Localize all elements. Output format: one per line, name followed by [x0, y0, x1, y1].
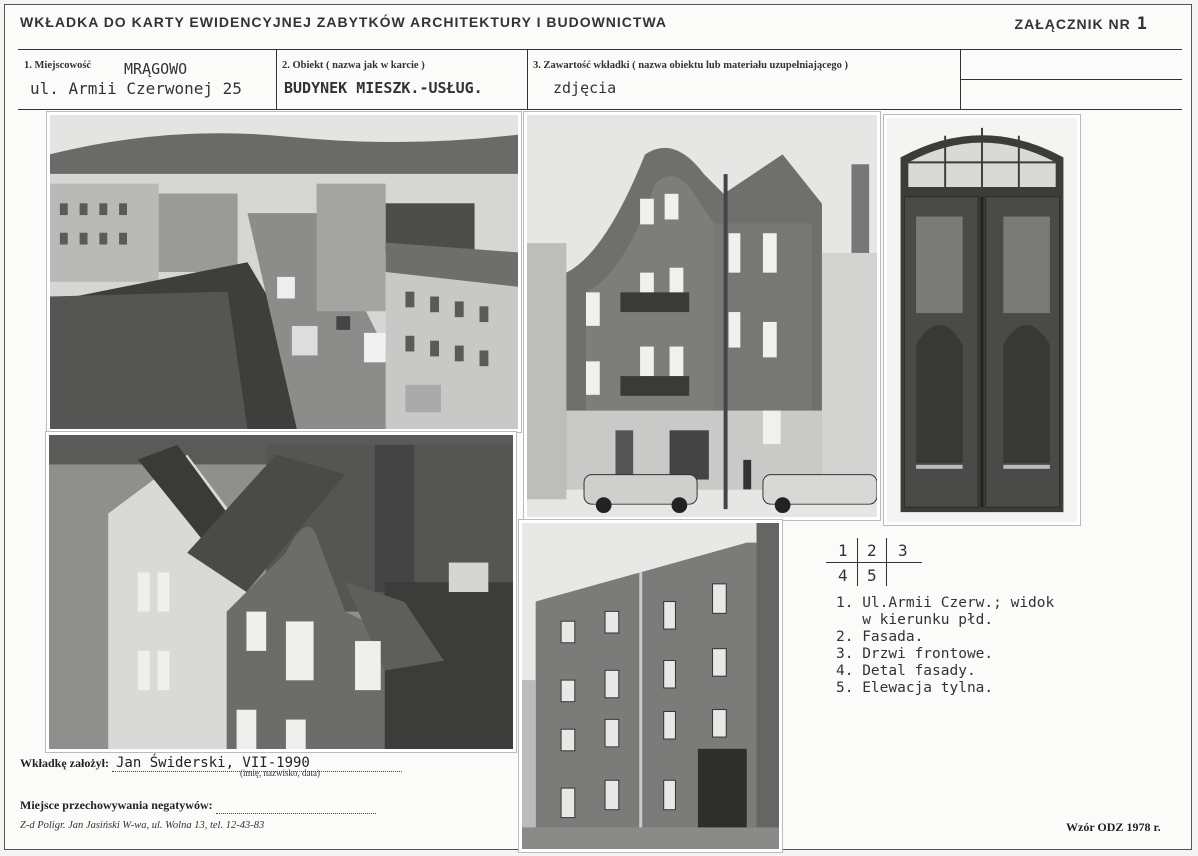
grid-number-4: 4	[838, 566, 848, 585]
form-bottom-rule	[18, 109, 1182, 110]
grid-number-2: 2	[867, 541, 877, 560]
photo-facade	[524, 112, 880, 520]
attachment-value: 1	[1136, 14, 1148, 34]
printer-imprint: Z-d Poligr. Jan Jasiński W-wa, ul. Wolna 13, tel. 12-43-83	[20, 820, 265, 831]
contents-value: zdjęcia	[553, 79, 617, 97]
form-divider-1	[276, 49, 277, 109]
card-title: WKŁADKA DO KARTY EWIDENCYJNEJ ZABYTKÓW ARCHITEKTURY I BUDOWNICTWA	[20, 14, 668, 30]
grid-number-5: 5	[867, 566, 877, 585]
photo-front-door	[884, 115, 1080, 525]
founded-by-note: (imię, nazwisko, data)	[240, 768, 320, 778]
photo-facade-detail	[46, 432, 516, 752]
founded-by-label: Wkładkę założył:	[20, 756, 109, 770]
form-model: Wzór ODZ 1978 r.	[1066, 820, 1161, 834]
locality-label: 1. Miejscowość	[24, 60, 92, 71]
locality-value: MRĄGOWO	[124, 60, 188, 78]
photo-street-view	[47, 112, 521, 432]
contents-label: 3. Zawartość wkładki ( nazwa obiektu lub materiału uzupełniającego )	[533, 60, 849, 71]
legend-line: 4. Detal fasady.	[836, 663, 976, 679]
form-mid-rule	[960, 79, 1182, 80]
form-top-rule	[18, 49, 1182, 50]
founded-by-field	[20, 755, 402, 772]
legend-line: 2. Fasada.	[836, 629, 924, 645]
grid-number-3: 3	[898, 541, 908, 560]
founded-by-value: Jan Świderski, VII-1990	[116, 755, 310, 771]
photo-rear-elevation	[519, 520, 782, 852]
attachment-number	[1015, 14, 1148, 34]
photo-legend	[836, 595, 1054, 697]
grid-number-1: 1	[838, 541, 848, 560]
street-value: ul. Armii Czerwonej 25	[30, 79, 242, 98]
legend-line: 3. Drzwi frontowe.	[836, 646, 994, 662]
legend-line: w kierunku płd.	[836, 612, 994, 628]
legend-line: 1. Ul.Armii Czerw.; widok	[836, 595, 1055, 611]
negatives-value-line	[216, 798, 376, 814]
object-value: BUDYNEK MIESZK.-USŁUG.	[284, 79, 483, 97]
legend-line: 5. Elewacja tylna.	[836, 680, 994, 696]
grid-horizontal	[826, 562, 922, 563]
form-divider-2	[527, 49, 528, 109]
negatives-field	[20, 798, 376, 814]
attachment-label: ZAŁĄCZNIK NR	[1014, 16, 1131, 32]
negatives-label: Miejsce przechowywania negatywów:	[20, 798, 213, 812]
object-label: 2. Obiekt ( nazwa jak w karcie )	[282, 60, 425, 71]
